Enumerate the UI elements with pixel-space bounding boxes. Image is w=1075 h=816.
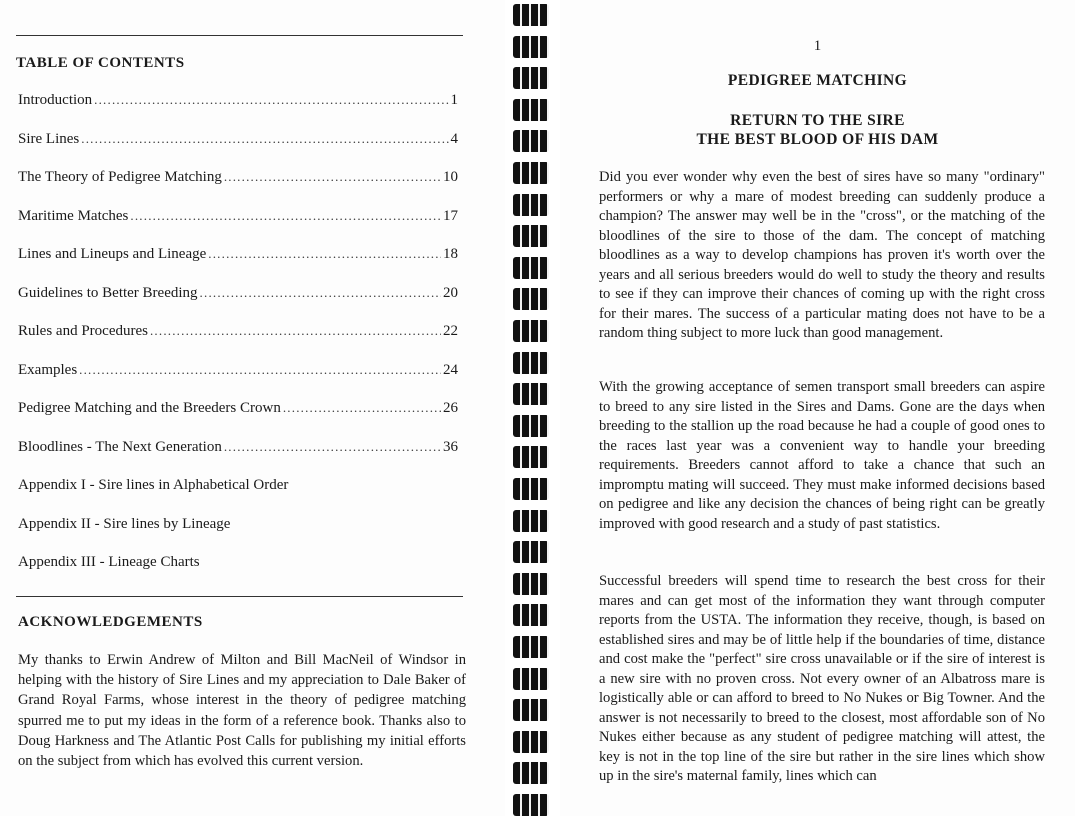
toc-entry-label: Maritime Matches [18, 207, 129, 224]
binding-coil [513, 541, 549, 563]
toc-entry-page: 22 [443, 323, 458, 339]
binding-coil [513, 320, 549, 342]
section-rule [16, 596, 463, 597]
spiral-binding [505, 0, 560, 816]
chapter-title: PEDIGREE MATCHING [727, 72, 908, 89]
toc-leader [208, 246, 441, 262]
toc-entry-label: Sire Lines [18, 130, 80, 147]
toc-leader [130, 208, 441, 224]
toc-entry-label: Pedigree Matching and the Breeders Crown [18, 400, 281, 416]
toc-entry-label: The Theory of Pedigree Matching [18, 169, 222, 185]
toc-leader [224, 169, 441, 185]
toc-leader [283, 400, 441, 416]
binding-coil [513, 352, 549, 374]
binding-coil [513, 762, 549, 784]
toc-leader [224, 439, 441, 455]
toc-entry [18, 323, 458, 362]
toc-leader [81, 131, 448, 147]
toc-list [18, 92, 458, 593]
toc-entry-page: 4 [450, 130, 458, 147]
binding-coil [513, 699, 549, 721]
binding-coil [513, 194, 549, 216]
toc-entry-label: Guidelines to Better Breeding [18, 284, 198, 301]
binding-coil [513, 288, 549, 310]
binding-coil [513, 99, 549, 121]
binding-coil [513, 573, 549, 595]
binding-coil [513, 604, 549, 626]
toc-entry [18, 92, 458, 131]
toc-entry [18, 400, 458, 439]
binding-coil [513, 636, 549, 658]
binding-coil [513, 36, 549, 58]
binding-coil [513, 4, 549, 26]
binding-coil [513, 446, 549, 468]
toc-entry [18, 477, 458, 516]
toc-title: TABLE OF CONTENTS [16, 55, 185, 71]
binding-coil [513, 668, 549, 690]
toc-entry [18, 554, 458, 593]
toc-entry [18, 208, 458, 247]
toc-entry [18, 516, 458, 555]
body-paragraph: Did you ever wonder why even the best of sires have so many "ordinary" performers or why a mare of modest breeding can suddenly produce a champion? The answer may well be in the "cross", or the matching of the bloodlines of the sire to those of the dam. The concept of matching bloodlines as a way to develop champions has proven it's worth over the years and all serious breeders would do well to study the theory and results to see if they can improve their chances of coming up with the right cross for their mares. The success of a particular mating does not have to be a random thing subject to more luck than good management. [599, 169, 1045, 341]
toc-entry-label: Examples [18, 361, 78, 378]
toc-entry-label: Appendix II - Sire lines by Lineage [18, 515, 231, 532]
binding-coil [513, 130, 549, 152]
binding-coil [513, 510, 549, 532]
binding-coil [513, 67, 549, 89]
toc-entry-page: 24 [443, 361, 458, 378]
toc-entry [18, 439, 458, 478]
binding-coil [513, 731, 549, 753]
chapter-subtitle-line-2: THE BEST BLOOD OF HIS DAM [696, 131, 939, 148]
body-paragraph: With the growing acceptance of semen transport small breeders can aspire to breed to any sire listed in the Sires and Dams. Gone are the days when breeding to the stallion up the road because he had a couple of good ones to the races last year was a convenient way to handle your breeding requirements. Breeders cannot afford to take a chance that such an impromptu mating will succeed. They must make informed decisions based on pedigree and like any decision the chances of being right can be greatly improved with good research and a study of past statistics. [599, 379, 1045, 532]
toc-entry-page: 17 [443, 207, 458, 224]
chapter-number: 1 [813, 38, 822, 54]
toc-leader [94, 92, 448, 108]
toc-entry-label: Introduction [18, 92, 93, 108]
binding-coil [513, 162, 549, 184]
toc-entry [18, 131, 458, 170]
acknowledgements-title: ACKNOWLEDGEMENTS [18, 614, 203, 630]
toc-entry-page: 1 [450, 92, 458, 108]
chapter-subtitle-line-1: RETURN TO THE SIRE [730, 112, 905, 129]
toc-leader [150, 323, 441, 339]
toc-entry-label: Appendix III - Lineage Charts [18, 554, 200, 570]
binding-coil [513, 383, 549, 405]
binding-coil [513, 478, 549, 500]
toc-entry-page: 20 [443, 284, 458, 301]
binding-coil [513, 415, 549, 437]
toc-leader [200, 285, 441, 301]
toc-entry-label: Lines and Lineups and Lineage [18, 246, 207, 262]
toc-entry-page: 36 [443, 438, 458, 455]
toc-entry-label: Appendix I - Sire lines in Alphabetical Order [18, 477, 289, 493]
body-paragraph: Successful breeders will spend time to research the best cross for their mares and can get most of the information they want through computer reports from the USTA. The information they receive, though, is based on established sires and may be of little help if the boundaries of time, distance and cost make the "perfect" sire cross unavailable or if the sire of interest is a new sire with no proven cross. Not every owner of an Albatross mare is logistically able or can afford to breed to No Nukes or Big Towner. And the answer is not necessarily to breed to the closest, most affordable son of No Nukes either because as any student of pedigree matching will attest, the key is not in the top line of the sire but rather in the sire lines which show up in the sire's maternal family, lines which can [599, 573, 1045, 784]
toc-entry-label: Rules and Procedures [18, 323, 148, 339]
toc-entry-page: 26 [443, 400, 458, 416]
right-page [560, 0, 1075, 816]
toc-entry [18, 285, 458, 324]
toc-entry [18, 362, 458, 401]
acknowledgements-body: My thanks to Erwin Andrew of Milton and Bill MacNeil of Windsor in helping with the history of Sire Lines and my appreciation to Dale Baker of Grand Royal Farms, whose interest in the theory of pedigree matching spurred me to put my ideas in the form of a reference book. Thanks also to Doug Harkness and The Atlantic Post Calls for publishing my initial efforts on the subject from which has evolved this current version. [18, 652, 466, 770]
binding-coil [513, 225, 549, 247]
toc-entry-label: Bloodlines - The Next Generation [18, 438, 222, 455]
toc-leader [79, 362, 441, 378]
toc-entry-page: 10 [443, 169, 458, 185]
toc-entry [18, 246, 458, 285]
binding-coil [513, 257, 549, 279]
top-rule [16, 35, 463, 36]
toc-entry [18, 169, 458, 208]
left-page [0, 0, 505, 816]
binding-coil [513, 794, 549, 816]
toc-entry-page: 18 [443, 246, 458, 262]
